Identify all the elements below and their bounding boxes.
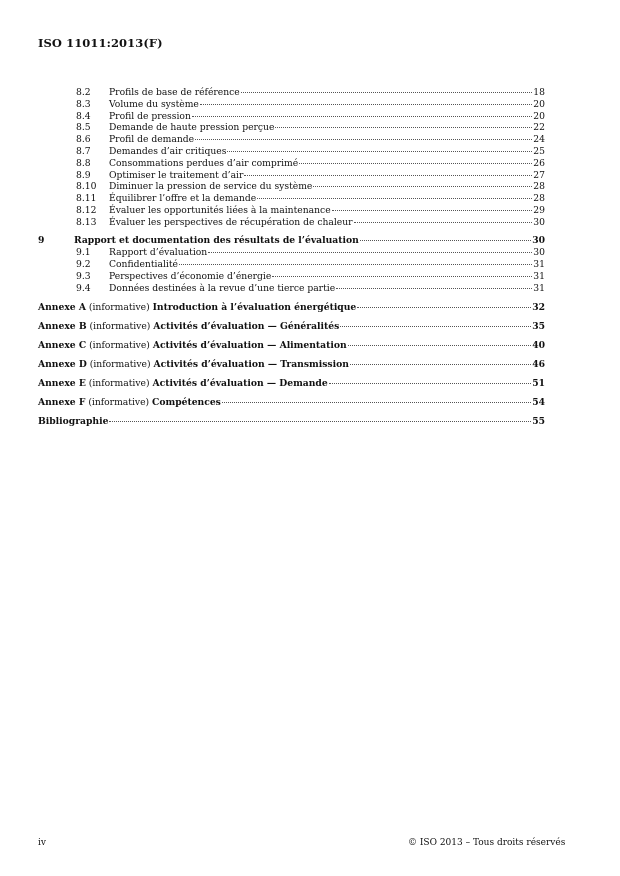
footer-copyright: © ISO 2013 – Tous droits réservés [408, 838, 566, 848]
toc-entry-8-13[interactable]: 8.13 Évaluer les perspectives de récupération de chaleur 30 [76, 216, 545, 228]
toc-annex-f[interactable]: Annexe F (informative) Compétences 54 [38, 396, 545, 408]
toc-entry-9-3[interactable]: 9.3 Perspectives d’économie d’énergie 31 [76, 270, 545, 282]
toc-entry-8-11[interactable]: 8.11 Équilibrer l’offre et la demande 28 [76, 193, 545, 205]
table-of-contents [38, 87, 545, 428]
toc-entry-9-2[interactable]: 9.2 Confidentialité 31 [76, 259, 545, 271]
toc-entry-8-8[interactable]: 8.8 Consommations perdues d’air comprimé 26 [76, 157, 545, 169]
toc-entry-8-6[interactable]: 8.6 Profil de demande 24 [76, 134, 545, 146]
footer-page-number: iv [38, 838, 46, 848]
toc-annex-e[interactable]: Annexe E (informative) Activités d’évaluation — Demande 51 [38, 377, 545, 389]
toc-entry-8-5[interactable]: 8.5 Demande de haute pression perçue 22 [76, 122, 545, 134]
toc-entry-8-7[interactable]: 8.7 Demandes d’air critiques 25 [76, 145, 545, 157]
toc-entry-8-12[interactable]: 8.12 Évaluer les opportunités liées à la maintenance 29 [76, 204, 545, 216]
toc-annex-c[interactable]: Annexe C (informative) Activités d’évaluation — Alimentation 40 [38, 339, 545, 351]
toc-annex-b[interactable]: Annexe B (informative) Activités d’évaluation — Généralités 35 [38, 320, 545, 332]
toc-entry-8-9[interactable]: 8.9 Optimiser le traitement d’air 27 [76, 169, 545, 181]
toc-section-9[interactable]: 9 Rapport et documentation des résultats de l’évaluation 30 [38, 234, 545, 246]
document-header: ISO 11011:2013(F) [38, 36, 163, 50]
toc-annex-a[interactable]: Annexe A (informative) Introduction à l’évaluation énergétique 32 [38, 301, 545, 313]
toc-entry-9-4[interactable]: 9.4 Données destinées à la revue d’une tierce partie 31 [76, 282, 545, 294]
toc-entry-8-3[interactable]: 8.3 Volume du système 20 [76, 98, 545, 110]
toc-entry-8-4[interactable]: 8.4 Profil de pression 20 [76, 110, 545, 122]
toc-entry-9-1[interactable]: 9.1 Rapport d’évaluation 30 [76, 247, 545, 259]
toc-annex-d[interactable]: Annexe D (informative) Activités d’évaluation — Transmission 46 [38, 358, 545, 370]
toc-entry-8-2[interactable]: 8.2 Profils de base de référence 18 [76, 87, 545, 98]
toc-bibliography[interactable]: Bibliographie 55 [38, 415, 545, 427]
toc-entry-8-10[interactable]: 8.10 Diminuer la pression de service du système 28 [76, 181, 545, 193]
